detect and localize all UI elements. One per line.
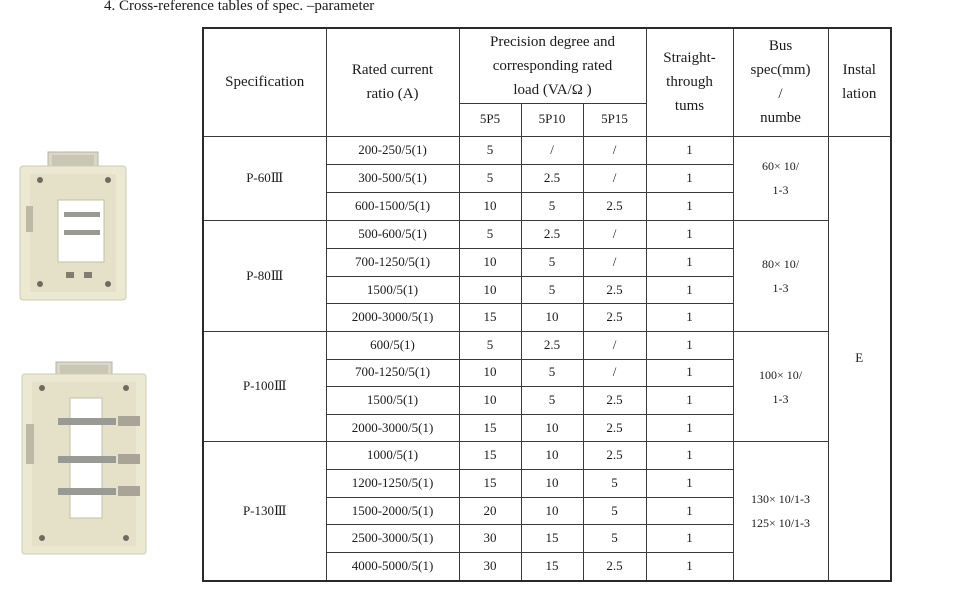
table-row: [203, 331, 891, 359]
turns-cell: 1: [646, 497, 733, 525]
p10-cell: 15: [521, 552, 583, 581]
header-bus-line2: spec(mm): [750, 62, 811, 79]
header-rated-current-line1: Rated current: [351, 62, 434, 79]
p10-cell: 10: [521, 414, 583, 442]
bus-spec-line2: 1-3: [772, 391, 789, 406]
bus-spec-cell: [733, 442, 828, 581]
header-turns-line2: through: [666, 74, 713, 91]
ratio-cell: 700-1250/5(1): [326, 249, 459, 277]
p10-cell: 2.5: [521, 164, 583, 192]
p15-cell: /: [583, 359, 646, 387]
p15-cell: 2.5: [583, 414, 646, 442]
p5-cell: 5: [459, 221, 521, 249]
spec-cell: P-60Ⅲ: [203, 136, 326, 221]
p5-cell: 15: [459, 304, 521, 332]
header-bus-spec: [733, 28, 828, 136]
p15-cell: 5: [583, 525, 646, 553]
p15-cell: 2.5: [583, 304, 646, 332]
turns-cell: 1: [646, 414, 733, 442]
bus-spec-line1: 100× 10/: [758, 367, 803, 382]
header-5p10: 5P10: [521, 103, 583, 136]
p15-cell: /: [583, 136, 646, 164]
p15-cell: 5: [583, 497, 646, 525]
p5-cell: 15: [459, 414, 521, 442]
turns-cell: 1: [646, 552, 733, 581]
turns-cell: 1: [646, 276, 733, 304]
p15-cell: 2.5: [583, 276, 646, 304]
ratio-cell: 2500-3000/5(1): [326, 525, 459, 553]
p5-cell: 10: [459, 193, 521, 221]
p10-cell: 15: [521, 525, 583, 553]
p15-cell: 2.5: [583, 442, 646, 470]
spec-cell: P-130Ⅲ: [203, 442, 326, 581]
spec-cell: P-80Ⅲ: [203, 221, 326, 332]
header-bus-line3: /: [778, 86, 783, 103]
p10-cell: 5: [521, 387, 583, 415]
header-5p5: 5P5: [459, 103, 521, 136]
table-row: [203, 136, 891, 164]
spec-parameter-table: [202, 27, 892, 582]
header-precision-line2: corresponding rated: [492, 57, 613, 74]
ratio-cell: 1500/5(1): [326, 387, 459, 415]
bus-spec-line2: 1-3: [772, 183, 789, 198]
ratio-cell: 1500-2000/5(1): [326, 497, 459, 525]
p10-cell: 10: [521, 442, 583, 470]
p10-cell: 5: [521, 359, 583, 387]
p15-cell: 2.5: [583, 552, 646, 581]
bus-spec-line1: 80× 10/: [761, 257, 800, 272]
bus-spec-line2: 1-3: [772, 281, 789, 296]
p5-cell: 5: [459, 136, 521, 164]
ratio-cell: 200-250/5(1): [326, 136, 459, 164]
p15-cell: 2.5: [583, 193, 646, 221]
turns-cell: 1: [646, 525, 733, 553]
ratio-cell: 2000-3000/5(1): [326, 304, 459, 332]
ratio-cell: 600/5(1): [326, 331, 459, 359]
p5-cell: 10: [459, 359, 521, 387]
p15-cell: 2.5: [583, 387, 646, 415]
p5-cell: 15: [459, 442, 521, 470]
p5-cell: 30: [459, 552, 521, 581]
turns-cell: 1: [646, 387, 733, 415]
header-turns-line3: tums: [674, 98, 705, 115]
p10-cell: 2.5: [521, 221, 583, 249]
table-row: [203, 221, 891, 249]
p15-cell: 5: [583, 470, 646, 498]
header-bus-line4: numbe: [760, 110, 801, 127]
p15-cell: /: [583, 221, 646, 249]
turns-cell: 1: [646, 164, 733, 192]
turns-cell: 1: [646, 193, 733, 221]
header-5p15: 5P15: [583, 103, 646, 136]
p10-cell: 5: [521, 276, 583, 304]
header-bus-line1: Bus: [768, 38, 793, 55]
header-installation-line1: Instal: [842, 62, 876, 79]
turns-cell: 1: [646, 249, 733, 277]
p10-cell: /: [521, 136, 583, 164]
p5-cell: 10: [459, 249, 521, 277]
ratio-cell: 700-1250/5(1): [326, 359, 459, 387]
header-installation-line2: lation: [842, 86, 877, 103]
p5-cell: 5: [459, 164, 521, 192]
p5-cell: 30: [459, 525, 521, 553]
turns-cell: 1: [646, 331, 733, 359]
turns-cell: 1: [646, 442, 733, 470]
turns-cell: 1: [646, 470, 733, 498]
header-installation: [828, 28, 891, 136]
header-precision-line1: Precision degree and: [490, 33, 615, 50]
p15-cell: /: [583, 249, 646, 277]
ratio-cell: 600-1500/5(1): [326, 193, 459, 221]
p10-cell: 5: [521, 193, 583, 221]
header-specification: Specification: [203, 28, 326, 136]
header-precision-line3: load (VA/Ω ): [513, 81, 592, 98]
header-rated-current-line2: ratio (A): [366, 86, 419, 103]
p5-cell: 20: [459, 497, 521, 525]
p10-cell: 5: [521, 249, 583, 277]
bus-spec-line1: 60× 10/: [761, 159, 800, 174]
bus-spec-line2: 125× 10/1-3: [750, 516, 811, 531]
p5-cell: 15: [459, 470, 521, 498]
p5-cell: 5: [459, 331, 521, 359]
p10-cell: 10: [521, 470, 583, 498]
header-precision: [459, 28, 646, 103]
header-rated-current: [326, 28, 459, 136]
turns-cell: 1: [646, 221, 733, 249]
ratio-cell: 1500/5(1): [326, 276, 459, 304]
bus-spec-line1: 130× 10/1-3: [750, 492, 811, 507]
p5-cell: 10: [459, 387, 521, 415]
ratio-cell: 2000-3000/5(1): [326, 414, 459, 442]
p10-cell: 2.5: [521, 331, 583, 359]
current-transformer-photo-small: [18, 150, 128, 302]
header-turns-line1: Straight-: [663, 50, 716, 67]
turns-cell: 1: [646, 136, 733, 164]
header-turns: [646, 28, 733, 136]
bus-spec-cell: [733, 136, 828, 221]
ratio-cell: 4000-5000/5(1): [326, 552, 459, 581]
p5-cell: 10: [459, 276, 521, 304]
bus-spec-cell: [733, 221, 828, 332]
ratio-cell: 500-600/5(1): [326, 221, 459, 249]
section-heading: 4. Cross-reference tables of spec. –parameter: [104, 0, 375, 14]
p10-cell: 10: [521, 304, 583, 332]
p10-cell: 10: [521, 497, 583, 525]
turns-cell: 1: [646, 304, 733, 332]
ratio-cell: 1000/5(1): [326, 442, 459, 470]
turns-cell: 1: [646, 359, 733, 387]
p15-cell: /: [583, 164, 646, 192]
table-row: [203, 442, 891, 470]
current-transformer-photo-large: [18, 360, 150, 556]
p15-cell: /: [583, 331, 646, 359]
installation-cell: E: [828, 136, 891, 581]
ratio-cell: 300-500/5(1): [326, 164, 459, 192]
ratio-cell: 1200-1250/5(1): [326, 470, 459, 498]
bus-spec-cell: [733, 331, 828, 442]
spec-cell: P-100Ⅲ: [203, 331, 326, 442]
